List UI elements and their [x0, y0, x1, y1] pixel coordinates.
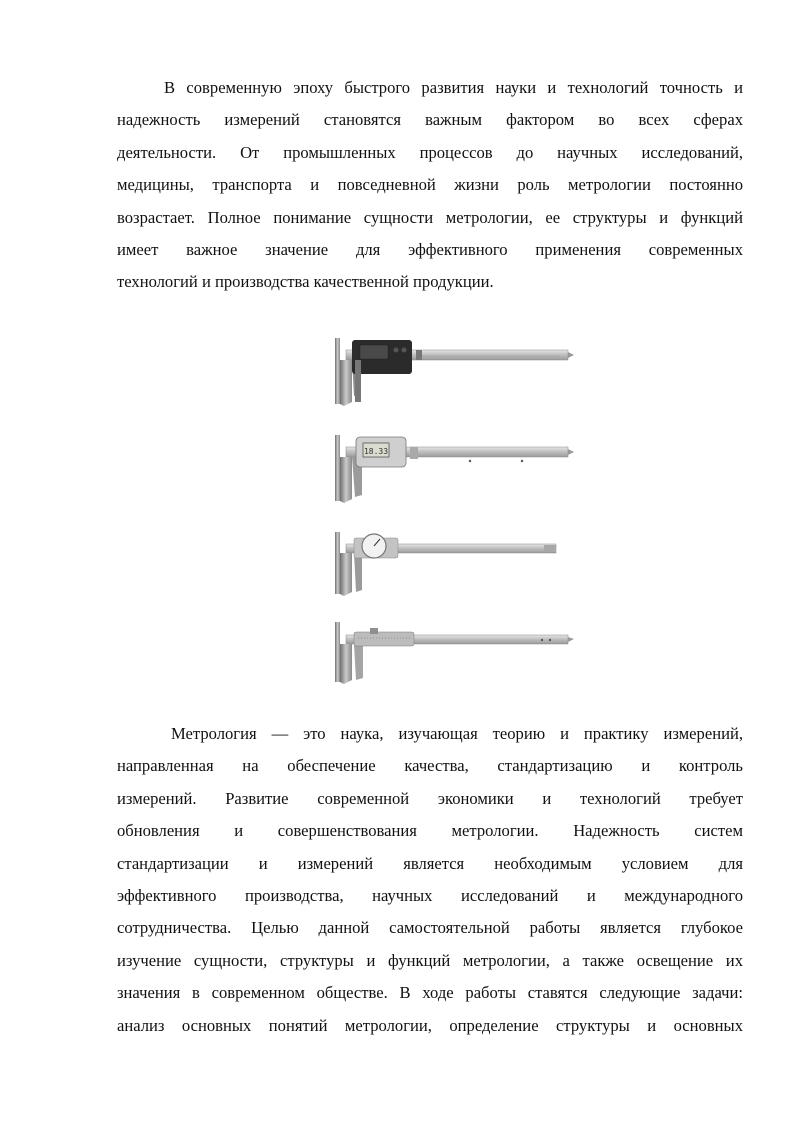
text-line: надежность измерений становятся важным фактором во всех сферах	[117, 110, 743, 130]
text-line: измерений. Развитие современной экономики и технологий требует	[117, 788, 743, 808]
text-line: обновления и совершенствования метрологии. Надежность систем	[117, 821, 743, 841]
paragraph-metrology-definition	[117, 718, 743, 1042]
text-line: деятельности. От промышленных процессов до научных исследований,	[117, 142, 743, 162]
digital-caliper-dark	[335, 338, 574, 406]
text-line: Метрология — это наука, изучающая теорию и практику измерений,	[171, 724, 743, 743]
text-line: медицины, транспорта и повседневной жизни роль метрологии постоянно	[117, 175, 743, 195]
text-line: возрастает. Полное понимание сущности метрологии, ее структуры и функций	[117, 207, 743, 227]
text-line: значения в современном обществе. В ходе работы ставятся следующие задачи:	[117, 983, 743, 1003]
text-line: технологий и производства качественной продукции.	[117, 272, 494, 292]
text-line: стандартизации и измерений является необходимым условием для	[117, 853, 743, 873]
calipers-figure	[330, 330, 580, 690]
display-reading: 18.33	[363, 447, 389, 456]
paragraph-intro	[117, 72, 743, 299]
text-line: сотрудничества. Целью данной самостоятельной работы является глубокое	[117, 918, 743, 938]
dial-caliper	[335, 532, 556, 596]
text-line: изучение сущности, структуры и функций метрологии, а также освещение их	[117, 950, 743, 970]
digital-caliper-silver	[335, 435, 574, 503]
text-line: имеет важное значение для эффективного применения современных	[117, 239, 743, 259]
text-line: эффективного производства, научных исследований и международного	[117, 885, 743, 905]
text-line: направленная на обеспечение качества, стандартизацию и контроль	[117, 756, 743, 776]
vernier-caliper	[335, 622, 574, 684]
text-line: В современную эпоху быстрого развития науки и технологий точность и	[164, 78, 743, 97]
text-line: анализ основных понятий метрологии, определение структуры и основных	[117, 1015, 743, 1035]
